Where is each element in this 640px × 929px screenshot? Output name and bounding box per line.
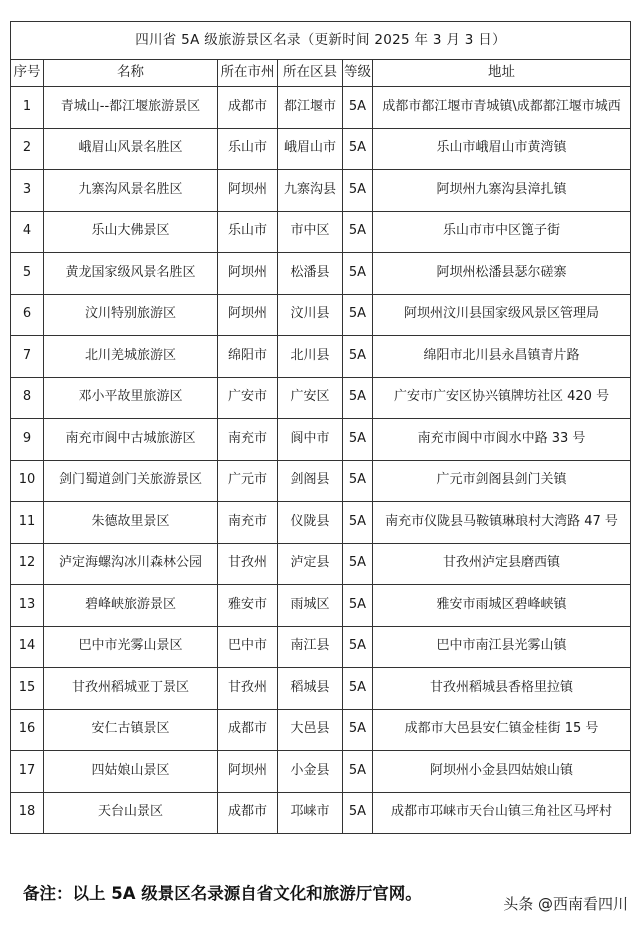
cell-index: 4 <box>11 211 44 253</box>
cell-address: 甘孜州稻城县香格里拉镇 <box>373 668 631 710</box>
cell-level: 5A <box>343 211 373 253</box>
cell-name: 黄龙国家级风景名胜区 <box>44 253 218 295</box>
cell-level: 5A <box>343 543 373 585</box>
cell-level: 5A <box>343 626 373 668</box>
cell-county: 松潘县 <box>278 253 343 295</box>
scenic-area-table <box>10 21 631 834</box>
cell-name: 九寨沟风景名胜区 <box>44 170 218 212</box>
cell-name: 巴中市光雾山景区 <box>44 626 218 668</box>
cell-county: 汶川县 <box>278 294 343 336</box>
watermark: 头条 @西南看四川 <box>503 895 628 913</box>
cell-city: 乐山市 <box>218 128 278 170</box>
cell-city: 甘孜州 <box>218 668 278 710</box>
header-row <box>11 60 631 87</box>
table-row <box>11 543 631 585</box>
cell-address: 成都市大邑县安仁镇金桂街 15 号 <box>373 709 631 751</box>
cell-level: 5A <box>343 294 373 336</box>
table-title: 四川省 5A 级旅游景区名录（更新时间 2025 年 3 月 3 日） <box>11 22 631 60</box>
cell-name: 泸定海螺沟冰川森林公园 <box>44 543 218 585</box>
header-name: 名称 <box>44 60 218 87</box>
table-row <box>11 585 631 627</box>
cell-city: 巴中市 <box>218 626 278 668</box>
cell-address: 甘孜州泸定县磨西镇 <box>373 543 631 585</box>
cell-city: 成都市 <box>218 709 278 751</box>
cell-name: 青城山--都江堰旅游景区 <box>44 87 218 129</box>
cell-level: 5A <box>343 502 373 544</box>
table-row <box>11 668 631 710</box>
cell-county: 泸定县 <box>278 543 343 585</box>
cell-address: 阿坝州九寨沟县漳扎镇 <box>373 170 631 212</box>
cell-index: 15 <box>11 668 44 710</box>
cell-county: 稻城县 <box>278 668 343 710</box>
table-row <box>11 336 631 378</box>
cell-name: 四姑娘山景区 <box>44 751 218 793</box>
cell-name: 天台山景区 <box>44 792 218 834</box>
cell-address: 成都市邛崃市天台山镇三角社区马坪村 <box>373 792 631 834</box>
cell-name: 朱德故里景区 <box>44 502 218 544</box>
cell-county: 广安区 <box>278 377 343 419</box>
cell-level: 5A <box>343 87 373 129</box>
cell-city: 广安市 <box>218 377 278 419</box>
cell-city: 阿坝州 <box>218 294 278 336</box>
cell-county: 邛崃市 <box>278 792 343 834</box>
table-row <box>11 170 631 212</box>
cell-level: 5A <box>343 751 373 793</box>
cell-county: 峨眉山市 <box>278 128 343 170</box>
table-row <box>11 128 631 170</box>
table-row <box>11 502 631 544</box>
cell-index: 10 <box>11 460 44 502</box>
header-index: 序号 <box>11 60 44 87</box>
cell-index: 5 <box>11 253 44 295</box>
cell-address: 乐山市峨眉山市黄湾镇 <box>373 128 631 170</box>
cell-city: 南充市 <box>218 419 278 461</box>
table-row <box>11 253 631 295</box>
cell-address: 南充市阆中市阆水中路 33 号 <box>373 419 631 461</box>
table-row <box>11 626 631 668</box>
table-row <box>11 419 631 461</box>
cell-city: 阿坝州 <box>218 253 278 295</box>
table-row <box>11 460 631 502</box>
cell-address: 绵阳市北川县永昌镇青片路 <box>373 336 631 378</box>
cell-index: 2 <box>11 128 44 170</box>
header-level: 等级 <box>343 60 373 87</box>
cell-city: 成都市 <box>218 792 278 834</box>
cell-index: 3 <box>11 170 44 212</box>
cell-address: 成都市都江堰市青城镇\成都都江堰市城西 <box>373 87 631 129</box>
table-row <box>11 294 631 336</box>
table-row <box>11 87 631 129</box>
cell-index: 14 <box>11 626 44 668</box>
cell-level: 5A <box>343 585 373 627</box>
title-row <box>11 22 631 60</box>
cell-county: 九寨沟县 <box>278 170 343 212</box>
cell-city: 广元市 <box>218 460 278 502</box>
table-row <box>11 377 631 419</box>
cell-level: 5A <box>343 128 373 170</box>
cell-index: 9 <box>11 419 44 461</box>
cell-name: 碧峰峡旅游景区 <box>44 585 218 627</box>
cell-index: 17 <box>11 751 44 793</box>
cell-name: 邓小平故里旅游区 <box>44 377 218 419</box>
table-row <box>11 751 631 793</box>
cell-city: 成都市 <box>218 87 278 129</box>
cell-county: 大邑县 <box>278 709 343 751</box>
cell-county: 仪陇县 <box>278 502 343 544</box>
cell-county: 阆中市 <box>278 419 343 461</box>
table-row <box>11 709 631 751</box>
cell-city: 阿坝州 <box>218 751 278 793</box>
cell-address: 巴中市南江县光雾山镇 <box>373 626 631 668</box>
cell-county: 都江堰市 <box>278 87 343 129</box>
cell-level: 5A <box>343 419 373 461</box>
cell-address: 雅安市雨城区碧峰峡镇 <box>373 585 631 627</box>
cell-city: 阿坝州 <box>218 170 278 212</box>
cell-address: 南充市仪陇县马鞍镇琳琅村大湾路 47 号 <box>373 502 631 544</box>
cell-level: 5A <box>343 253 373 295</box>
footnote: 备注：以上 5A 级景区名录源自省文化和旅游厅官网。 <box>23 884 422 903</box>
cell-index: 18 <box>11 792 44 834</box>
cell-county: 北川县 <box>278 336 343 378</box>
cell-name: 甘孜州稻城亚丁景区 <box>44 668 218 710</box>
cell-city: 绵阳市 <box>218 336 278 378</box>
header-address: 地址 <box>373 60 631 87</box>
table-row <box>11 211 631 253</box>
cell-index: 13 <box>11 585 44 627</box>
cell-name: 剑门蜀道剑门关旅游景区 <box>44 460 218 502</box>
cell-city: 雅安市 <box>218 585 278 627</box>
cell-level: 5A <box>343 336 373 378</box>
cell-address: 广安市广安区协兴镇牌坊社区 420 号 <box>373 377 631 419</box>
cell-level: 5A <box>343 460 373 502</box>
cell-address: 广元市剑阁县剑门关镇 <box>373 460 631 502</box>
cell-city: 乐山市 <box>218 211 278 253</box>
cell-index: 1 <box>11 87 44 129</box>
cell-name: 北川羌城旅游区 <box>44 336 218 378</box>
cell-address: 阿坝州小金县四姑娘山镇 <box>373 751 631 793</box>
cell-index: 11 <box>11 502 44 544</box>
cell-address: 乐山市市中区篦子街 <box>373 211 631 253</box>
cell-county: 剑阁县 <box>278 460 343 502</box>
header-county: 所在区县 <box>278 60 343 87</box>
cell-county: 南江县 <box>278 626 343 668</box>
cell-name: 汶川特别旅游区 <box>44 294 218 336</box>
cell-name: 峨眉山风景名胜区 <box>44 128 218 170</box>
cell-address: 阿坝州松潘县瑟尔磋寨 <box>373 253 631 295</box>
cell-index: 7 <box>11 336 44 378</box>
cell-index: 6 <box>11 294 44 336</box>
cell-county: 雨城区 <box>278 585 343 627</box>
cell-address: 阿坝州汶川县国家级风景区管理局 <box>373 294 631 336</box>
cell-name: 乐山大佛景区 <box>44 211 218 253</box>
cell-county: 小金县 <box>278 751 343 793</box>
cell-city: 甘孜州 <box>218 543 278 585</box>
cell-county: 市中区 <box>278 211 343 253</box>
cell-level: 5A <box>343 709 373 751</box>
header-city: 所在市州 <box>218 60 278 87</box>
cell-level: 5A <box>343 668 373 710</box>
cell-city: 南充市 <box>218 502 278 544</box>
cell-index: 16 <box>11 709 44 751</box>
cell-name: 南充市阆中古城旅游区 <box>44 419 218 461</box>
cell-level: 5A <box>343 792 373 834</box>
cell-level: 5A <box>343 170 373 212</box>
table-row <box>11 792 631 834</box>
cell-index: 8 <box>11 377 44 419</box>
cell-name: 安仁古镇景区 <box>44 709 218 751</box>
cell-index: 12 <box>11 543 44 585</box>
cell-level: 5A <box>343 377 373 419</box>
